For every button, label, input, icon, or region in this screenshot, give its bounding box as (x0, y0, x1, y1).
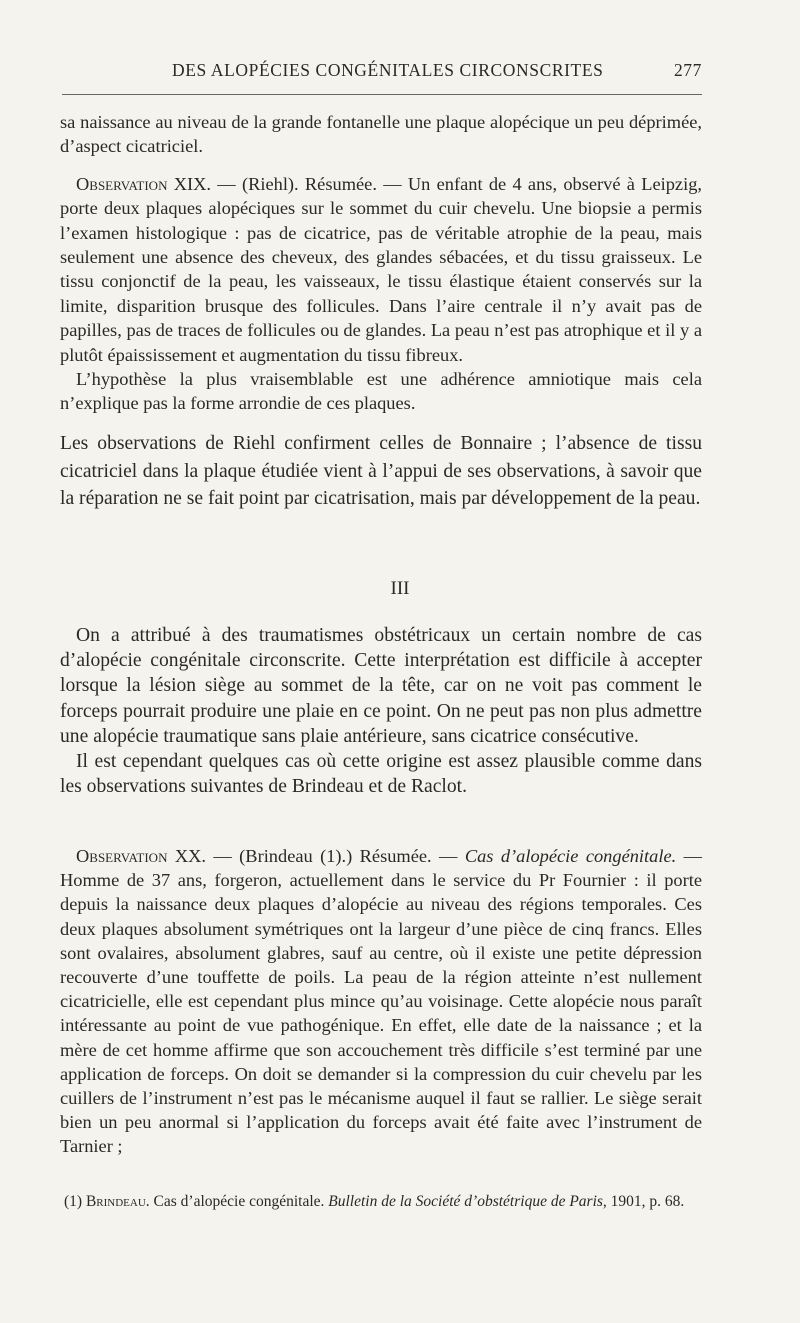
page-number: 277 (673, 60, 702, 80)
footnote-author: Brindeau. (85, 1193, 150, 1210)
footnote-details: 1901, p. 68. (610, 1193, 685, 1210)
observation-20-intro: — (Brindeau (1).) Résumée. — (213, 846, 458, 866)
observation-20-block (60, 844, 702, 1159)
observation-19-text: — (Riehl). Résumée. — Un enfant de 4 ans, observé à Leipzig, porte deux plaques alopéciques sur le sommet du cuir chevelu. Une biopsie a permis l’examen histologique : pas de cicatrice, pas de véritable atrophie de la peau, mais seulement une absence des cheveux, des glandes sébacées, et du tissu graisseux. Le tissu conjonctif de la peau, les vaisseaux, le tissu élastique étaient conservés sur la limite, disparition brusque des follicules. Dans l’aire centrale il n’y avait pas de papilles, pas de traces de follicules ou de glandes. La peau n’est pas atrophique et il y a plutôt épaississement et augmentation du tissu fibreux. (60, 173, 702, 365)
paragraph-plausible: Il est cependant quelques cas où cette origine est assez plausible comme dans les observations suivantes de Brindeau et de Raclot. (60, 751, 702, 798)
section-heading: III (390, 578, 410, 599)
observation-20-label: Observation XX. (76, 846, 207, 866)
observation-20-title: Cas d’alopécie congénitale. (464, 846, 677, 866)
section-3-block (60, 623, 702, 799)
riehl-conclusion-block (60, 430, 702, 513)
observation-20-text: — Homme de 37 ans, forgeron, actuellement dans le service du Pr Fournier : il porte depuis la naissance deux plaques d’alopécie au niveau des régions temporales. Ces deux plaques absolument symétriques ont la largeur d’une pièce de cinq francs. Elles sont ovalaires, absolument glabres, sauf au centre, où il existe une petite dépression recouverte d’une touffette de poils. La peau de la région atteinte n’est nullement cicatricielle, elle est cependant plus mince qu’au voisinage. Cette alopécie nous paraît intéressante au point de vue pathogénique. En effet, elle date de la naissance ; et la mère de cet homme affirme que son accouchement très difficile s’est terminé par une application de forceps. On doit se demander si la compression du cuir chevelu par les cuillers de l’instrument n’est pas le mécanisme auquel il faut se rallier. Le siège serait bien un peu anormal si l’application du forceps avait été faite avec l’instrument de Tarnier ; (60, 846, 702, 1157)
footnote-journal: Bulletin de la Société d’obstétrique de Paris, (328, 1193, 607, 1210)
observation-19-label: Observation XIX. (76, 173, 212, 194)
paragraph-hypothesis: L’hypothèse la plus vraisemblable est une adhérence amniotique mais cela n’explique pas la forme arrondie de ces plaques. (60, 369, 702, 414)
paragraph-traumatismes: On a attribué à des traumatismes obstétricaux un certain nombre de cas d’alopécie congénitale circonscrite. Cette interprétation est difficile à accepter lorsque la lésion siège au sommet de la tête, car on ne voit pas comment le forceps pourrait produire une plaie en ce point. On ne peut pas non plus admettre une alopécie traumatique sans plaie antérieure, sans cicatrice consécutive. (60, 625, 702, 747)
footnote-marker: (1) (64, 1193, 83, 1210)
running-title: DES ALOPÉCIES CONGÉNITALES CIRCONSCRITES (172, 60, 604, 80)
paragraph-continuation: sa naissance au niveau de la grande fontanelle une plaque alopécique un peu déprimée, d’aspect cicatriciel. (60, 112, 702, 157)
footnote-title: Cas d’alopécie congénitale. (153, 1193, 325, 1210)
paragraph-riehl-bonnaire: Les observations de Riehl confirment celles de Bonnaire ; l’absence de tissu cicatriciel dans la plaque étudiée vient à l’appui de ses observations, à savoir que la réparation ne se fait point par cicatrisation, mais par développement de la peau. (60, 433, 702, 510)
observation-20 (60, 844, 702, 1159)
footnote (64, 1192, 702, 1212)
observation-19 (60, 172, 702, 367)
observation-19-block (60, 110, 702, 416)
header-rule (62, 94, 702, 95)
running-header (62, 58, 702, 88)
